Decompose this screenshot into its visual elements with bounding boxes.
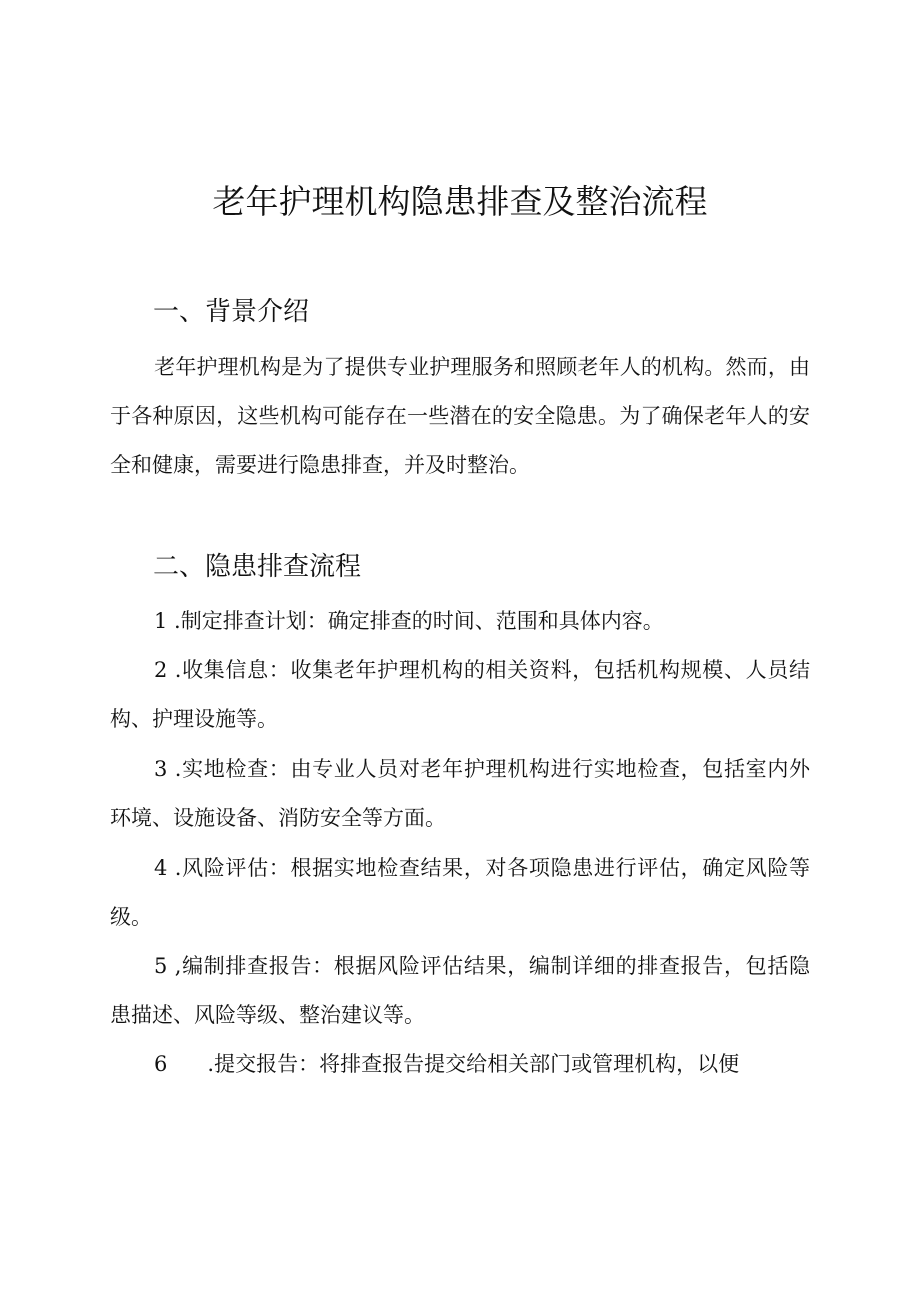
- step-separator: .: [167, 1052, 215, 1076]
- step-item-5: [110, 942, 810, 1040]
- step-item-4: [110, 844, 810, 942]
- step-separator: ,: [167, 954, 182, 978]
- step-text: 制定排查计划：确定排查的时间、范围和具体内容。: [180, 609, 664, 633]
- step-item-1: [110, 597, 810, 646]
- step-item-6: [110, 1040, 810, 1089]
- background-paragraph: [110, 343, 810, 490]
- section-heading-background: 一、背景介绍: [153, 297, 310, 327]
- step-number: 3: [154, 757, 168, 781]
- step-separator: .: [167, 658, 182, 682]
- document-title: 老年护理机构隐患排查及整治流程: [212, 182, 708, 221]
- background-paragraph-text: 老年护理机构是为了提供专业护理服务和照顾老年人的机构。然而，由于各种原因，这些机构可能存在一些潜在的安全隐患。为了确保老年人的安全和健康，需要进行隐患排查，并及时整治。: [110, 355, 810, 477]
- step-number: 6: [154, 1052, 168, 1076]
- section-heading-process: 二、隐患排查流程: [153, 552, 362, 582]
- step-number: 2: [154, 658, 168, 682]
- step-separator: .: [167, 609, 181, 633]
- step-text: 实地检查：由专业人员对老年护理机构进行实地检查，包括室内外环境、设施设备、消防安全等方面。: [110, 757, 810, 830]
- step-text: 编制排查报告：根据风险评估结果，编制详细的排查报告，包括隐患描述、风险等级、整治建议等。: [110, 954, 810, 1027]
- step-separator: .: [167, 757, 182, 781]
- step-number: 5: [154, 954, 168, 978]
- step-separator: .: [167, 856, 182, 880]
- step-text: 收集信息：收集老年护理机构的相关资料，包括机构规模、人员结构、护理设施等。: [110, 658, 810, 731]
- step-number: 4: [154, 856, 168, 880]
- step-item-2: [110, 646, 810, 744]
- step-item-3: [110, 745, 810, 843]
- step-text: 风险评估：根据实地检查结果，对各项隐患进行评估，确定风险等级。: [110, 856, 810, 929]
- step-text: 提交报告：将排查报告提交给相关部门或管理机构，以便: [214, 1052, 740, 1076]
- step-number: 1: [154, 609, 168, 633]
